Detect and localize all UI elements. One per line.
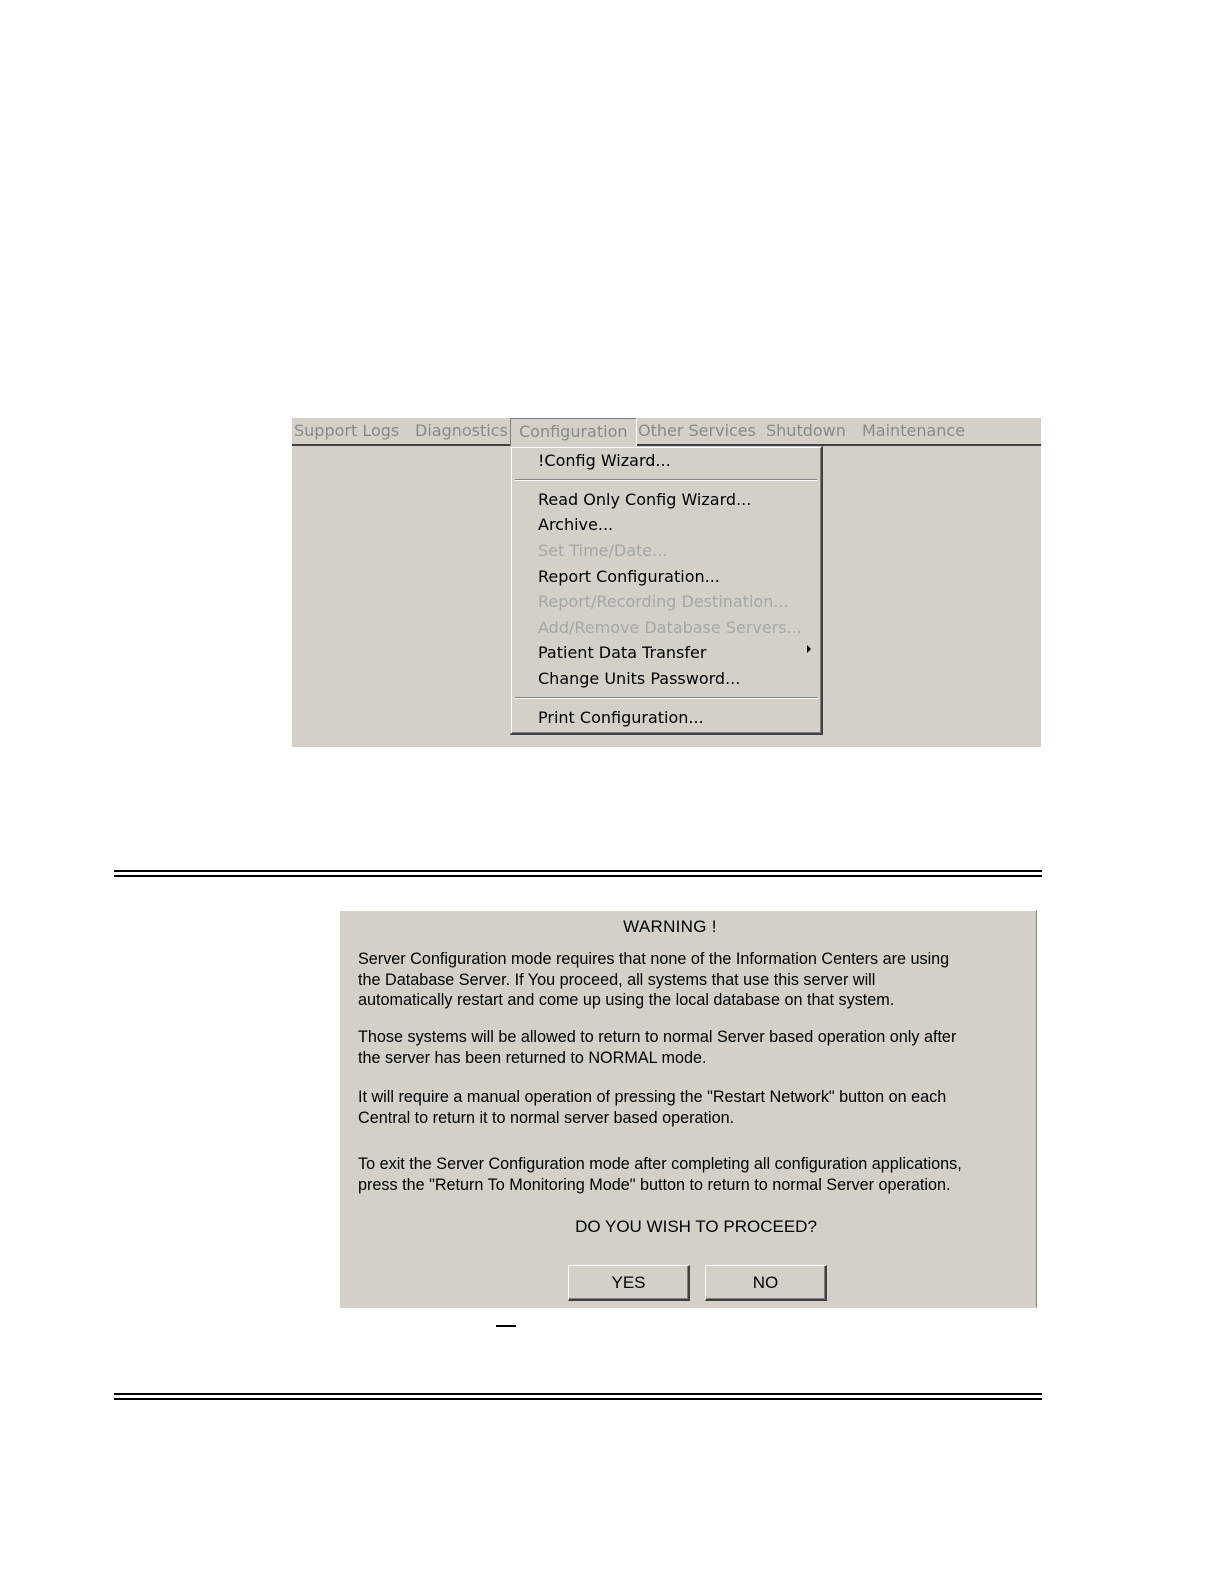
menu-item-report-configuration[interactable]: Report Configuration... xyxy=(538,567,720,586)
menu-item-archive[interactable]: Archive... xyxy=(538,515,614,534)
menu-item-patient-data-transfer[interactable]: Patient Data Transfer xyxy=(538,643,707,662)
menu-diagnostics[interactable]: Diagnostics xyxy=(415,421,508,440)
menu-item-config-wizard[interactable]: !Config Wizard... xyxy=(538,451,671,470)
menu-bar xyxy=(292,418,1041,446)
section-divider xyxy=(114,870,1042,877)
menu-configuration[interactable]: Configuration xyxy=(510,418,637,446)
menu-item-report-recording-destination: Report/Recording Destination... xyxy=(538,592,789,611)
configuration-menu-screenshot xyxy=(292,418,1041,747)
menu-item-change-units-password[interactable]: Change Units Password... xyxy=(538,669,741,688)
menu-separator xyxy=(515,697,817,699)
menu-item-set-time-date: Set Time/Date... xyxy=(538,541,668,560)
warning-title: WARNING ! xyxy=(623,917,717,936)
yes-button[interactable]: YES xyxy=(568,1265,690,1301)
menu-item-print-configuration[interactable]: Print Configuration... xyxy=(538,708,704,727)
menu-item-add-remove-database-servers: Add/Remove Database Servers... xyxy=(538,618,802,637)
warning-paragraph: To exit the Server Configuration mode after completing all configuration applications, press the "Return To Monitoring Mode" button to return to normal Server operation. xyxy=(358,1155,962,1194)
warning-paragraph: It will require a manual operation of pressing the "Restart Network" button on each Central to return it to normal server based operation. xyxy=(358,1088,947,1127)
menu-other-services[interactable]: Other Services xyxy=(638,421,756,440)
chevron-right-icon xyxy=(807,645,811,653)
underline-mark xyxy=(496,1325,516,1327)
menu-item-read-only-config-wizard[interactable]: Read Only Config Wizard... xyxy=(538,490,752,509)
proceed-question: DO YOU WISH TO PROCEED? xyxy=(575,1217,817,1236)
warning-dialog xyxy=(339,910,1037,1308)
warning-paragraph: Server Configuration mode requires that none of the Information Centers are using the Database Server. If You proceed, all systems that use this server will automatically restart and come up using the local database on that system. xyxy=(358,950,950,1009)
menu-support-logs[interactable]: Support Logs xyxy=(294,421,400,440)
menu-shutdown[interactable]: Shutdown xyxy=(766,421,846,440)
menu-separator xyxy=(515,479,817,481)
no-button[interactable]: NO xyxy=(705,1265,827,1301)
warning-paragraph: Those systems will be allowed to return to normal Server based operation only after the server has been returned to NORMAL mode. xyxy=(358,1028,957,1067)
menu-maintenance[interactable]: Maintenance xyxy=(862,421,966,440)
section-divider xyxy=(114,1393,1042,1400)
configuration-dropdown xyxy=(510,446,823,735)
